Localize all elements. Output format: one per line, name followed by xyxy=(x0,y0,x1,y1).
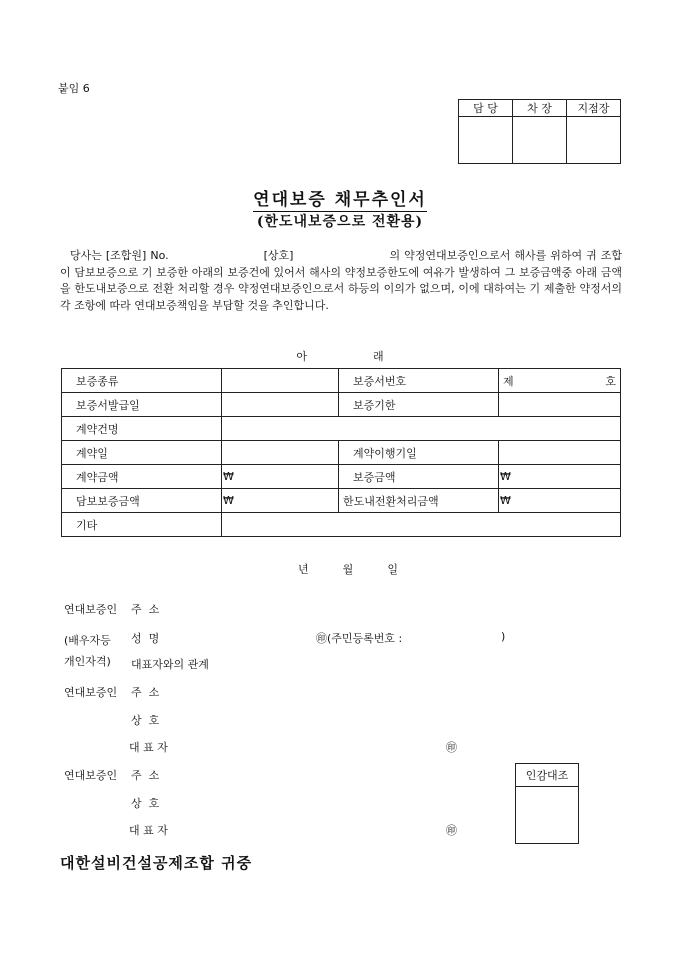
approval-sign-cell[interactable] xyxy=(567,117,621,164)
label-guarantee-amount: 보증금액 xyxy=(339,465,499,489)
approval-sign-cell[interactable] xyxy=(459,117,513,164)
guarantor3-company-label: 상 호 xyxy=(131,797,160,810)
spouse-name-label: 성 명 xyxy=(131,632,160,645)
date-line xyxy=(0,561,680,577)
seal-icon: ㊞ xyxy=(446,824,457,837)
table-row xyxy=(62,369,621,393)
guarantor3-rep-label: 대 표 자 xyxy=(129,824,168,837)
approval-sign-cell[interactable] xyxy=(513,117,567,164)
table-row xyxy=(62,417,621,441)
spouse-label-line2: 개인자격) xyxy=(64,655,111,668)
label-guarantee-period: 보증기한 xyxy=(339,393,499,417)
document-subtitle: (한도내보증으로 전환용) xyxy=(256,214,424,230)
label-issue-date: 보증서발급일 xyxy=(62,393,222,417)
value-guarantee-type[interactable] xyxy=(222,369,339,393)
no-suffix: 호 xyxy=(605,374,616,388)
para-prefix: 당사는 [조합원] No. xyxy=(70,249,169,262)
value-other[interactable] xyxy=(222,513,621,537)
value-contract-amount[interactable]: ₩ xyxy=(222,465,339,489)
footer-recipient: 대한설비건설공제조합 귀중 xyxy=(60,854,253,872)
table-row xyxy=(62,441,621,465)
document-title: 연대보증 채무추인서 xyxy=(253,190,427,210)
attachment-label: 붙임 6 xyxy=(58,82,90,95)
spouse-label-line1: (배우자등 xyxy=(64,634,111,647)
label-contract-date: 계약일 xyxy=(62,441,222,465)
date-month: 월 xyxy=(342,563,354,576)
table-row xyxy=(62,489,621,513)
value-guarantee-amount[interactable]: ₩ xyxy=(499,465,621,489)
seal-compare-box xyxy=(515,763,579,844)
no-prefix: 제 xyxy=(503,374,514,388)
guarantor2-address-label: 주 소 xyxy=(131,686,160,699)
seal-icon: ㊞ xyxy=(446,741,457,754)
below-heading xyxy=(0,348,680,364)
value-performance-date[interactable] xyxy=(499,441,621,465)
value-issue-date[interactable] xyxy=(222,393,339,417)
below-rae: 래 xyxy=(373,350,384,363)
spouse-seal-id: ㊞(주민등록번호 : xyxy=(316,632,403,645)
date-year: 년 xyxy=(298,563,309,576)
para-rest: 의 약정연대보증인으로서 해사를 위하여 귀 조합이 담보보증으로 기 보증한 아래의 보증건에 있어서 해사의 약정보증한도에 여유가 발생하여 그 보증금액중 아래 금액을 한도내보증으로 전환 처리할 경우 약정연대보증인으로서 하등의 이의가 없으며, 이에 대하여는 기 제출한 약정서의 각 조항에 따라 연대보증책임을 부담할 것을 추인합니다. xyxy=(60,249,622,312)
value-collateral-amount[interactable]: ₩ xyxy=(222,489,339,513)
date-day: 일 xyxy=(387,563,398,576)
guarantor1-label: 연대보증인 xyxy=(64,603,118,616)
approval-header: 담 당 xyxy=(459,100,513,117)
value-conversion-amount[interactable]: ₩ xyxy=(499,489,621,513)
guarantor3-label: 연대보증인 xyxy=(64,769,118,782)
guarantor2-label: 연대보증인 xyxy=(64,686,118,699)
table-row xyxy=(62,513,621,537)
below-a: 아 xyxy=(296,350,307,363)
label-performance-date: 계약이행기일 xyxy=(339,441,499,465)
value-guarantee-number[interactable] xyxy=(499,369,621,393)
label-guarantee-type: 보증종류 xyxy=(62,369,222,393)
spouse-id-close: ) xyxy=(501,630,506,643)
spouse-relation-label: 대표자와의 관계 xyxy=(131,658,209,671)
seal-compare-header: 인감대조 xyxy=(516,764,579,787)
label-conversion-amount: 한도내전환처리금액 xyxy=(339,489,499,513)
label-contract-amount: 계약금액 xyxy=(62,465,222,489)
value-contract-name[interactable] xyxy=(222,417,621,441)
table-row xyxy=(62,393,621,417)
guarantor2-rep-label: 대 표 자 xyxy=(129,741,168,754)
value-guarantee-period[interactable] xyxy=(499,393,621,417)
para-sangho: [상호] xyxy=(263,249,294,262)
label-guarantee-number: 보증서번호 xyxy=(339,369,499,393)
approval-table xyxy=(458,99,621,164)
label-collateral-amount: 담보보증금액 xyxy=(62,489,222,513)
approval-header: 지점장 xyxy=(567,100,621,117)
value-contract-date[interactable] xyxy=(222,441,339,465)
body-paragraph xyxy=(60,248,622,314)
guarantor1-address-label: 주 소 xyxy=(131,603,160,616)
label-contract-name: 계약건명 xyxy=(62,417,222,441)
guarantee-table xyxy=(61,368,621,537)
guarantor2-company-label: 상 호 xyxy=(131,714,160,727)
approval-header: 차 장 xyxy=(513,100,567,117)
seal-compare-cell[interactable] xyxy=(516,787,579,844)
guarantor3-address-label: 주 소 xyxy=(131,769,160,782)
label-other: 기타 xyxy=(62,513,222,537)
table-row xyxy=(62,465,621,489)
